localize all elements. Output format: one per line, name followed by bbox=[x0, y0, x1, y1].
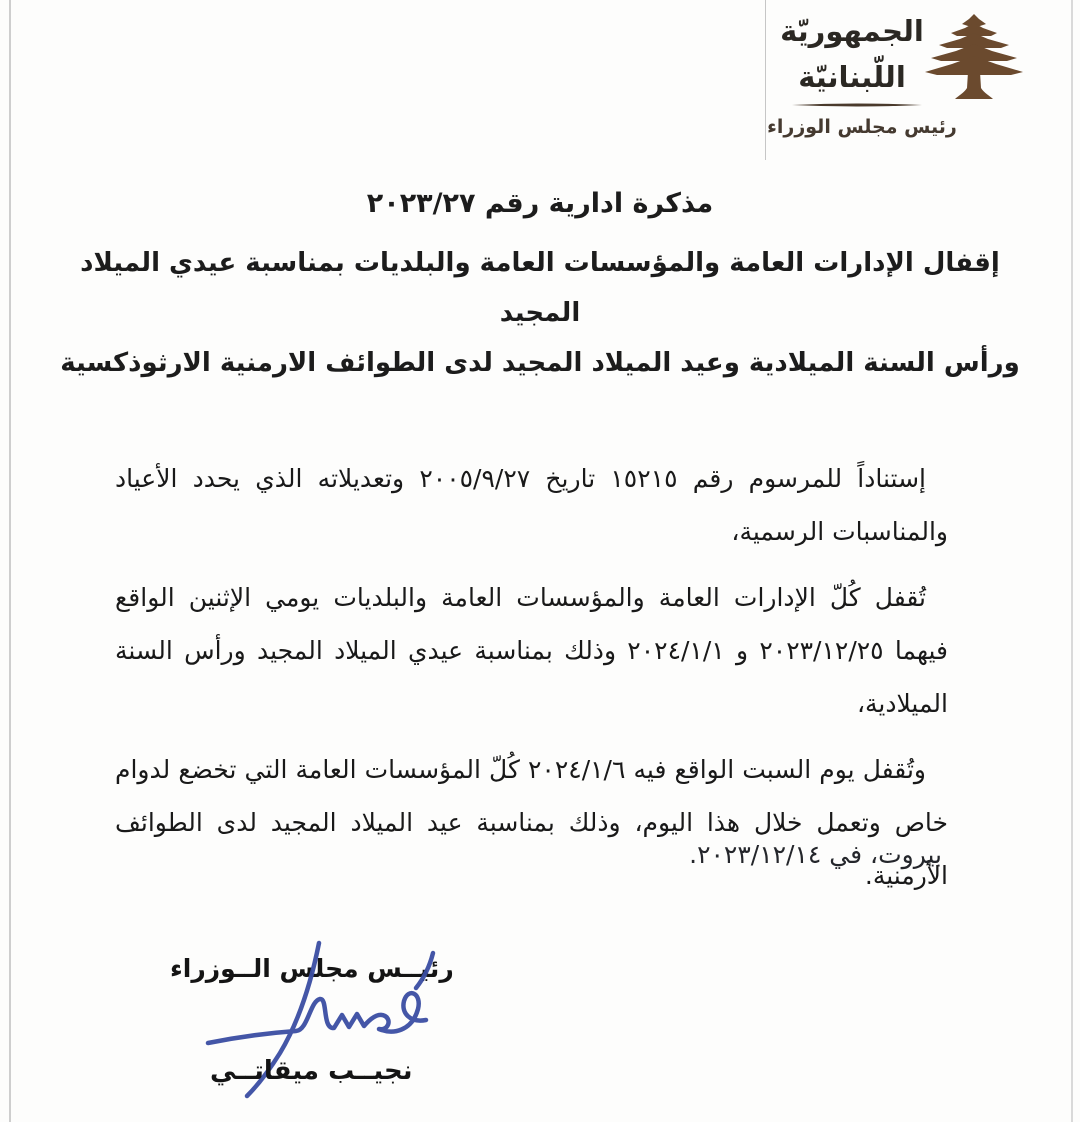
letterhead-divider bbox=[792, 102, 922, 108]
subject-line-1: إقفال الإدارات العامة والمؤسسات العامة والبلديات بمناسبة عيدي الميلاد المجيد bbox=[80, 248, 1000, 328]
memo-subject bbox=[40, 238, 1040, 388]
memo-paragraph-3: وتُقفل يوم السبت الواقع فيه ٢٠٢٤/١/٦ كُلّ المؤسسات العامة التي تخضع لدوام خاص وتعمل خلال هذا اليوم، وذلك بمناسبة عيد الميلاد المجيد لدى الطوائف الأرمنية. bbox=[115, 755, 948, 890]
subject-line-2: ورأس السنة الميلادية وعيد الميلاد المجيد لدى الطوائف الارمنية الارثوذكسية bbox=[60, 348, 1020, 378]
cedar-tree-icon bbox=[922, 12, 1026, 108]
memo-paragraph-1: إستناداً للمرسوم رقم ١٥٢١٥ تاريخ ٢٠٠٥/٩/٢٧ وتعديلاته الذي يحدد الأعياد والمناسبات الرسمية، bbox=[115, 464, 948, 546]
memo-paragraph-2: تُقفل كُلّ الإدارات العامة والمؤسسات العامة والبلديات يومي الإثنين الواقع فيهما ٢٠٢٣/١٢/٢٥ و ٢٠٢٤/١/١ وذلك بمناسبة عيدي الميلاد المجيد ورأس السنة الميلادية، bbox=[115, 583, 948, 718]
paper-edge-left bbox=[9, 0, 11, 1122]
letterhead-republic-name bbox=[778, 8, 926, 100]
paper-edge-right bbox=[1071, 0, 1073, 1122]
republic-name-line2: اللّبنانيّة bbox=[798, 60, 906, 94]
memo-title: مذكرة ادارية رقم ٢٠٢٣/٢٧ bbox=[366, 188, 714, 219]
signature-title: رئيــس مجلس الــوزراء bbox=[170, 954, 454, 983]
letterhead-office-title: رئيس مجلس الوزراء bbox=[767, 116, 957, 138]
republic-name-line1: الجمهوريّة bbox=[780, 14, 924, 48]
signatory-name: نجيــب ميقاتــي bbox=[210, 1056, 413, 1086]
dateline: بيروت، في ٢٠٢٣/١٢/١٤. bbox=[689, 840, 942, 869]
